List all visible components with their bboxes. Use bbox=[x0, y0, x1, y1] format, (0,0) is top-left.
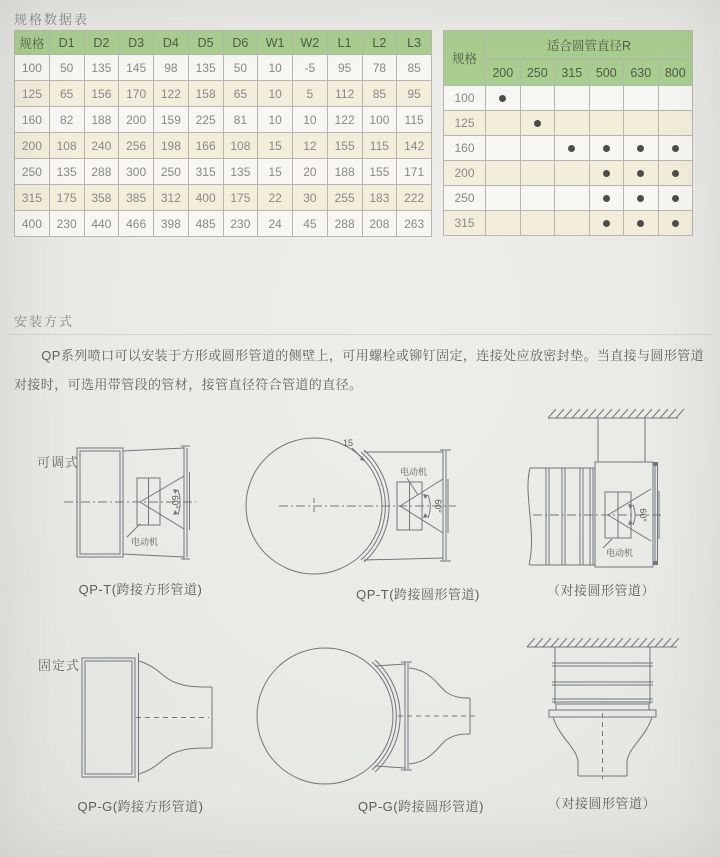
fit-table-cell bbox=[658, 86, 693, 111]
fit-dot bbox=[603, 195, 610, 202]
horn-top bbox=[409, 668, 470, 698]
spec-table-cell: 400 bbox=[15, 211, 50, 237]
spec-column-header: 规格 bbox=[15, 31, 50, 55]
spec-table-cell: 288 bbox=[327, 211, 362, 237]
fit-table-row bbox=[444, 111, 693, 136]
spec-table-cell: 112 bbox=[327, 81, 362, 107]
install-paragraph: QP系列喷口可以安装于方形或圆形管道的侧壁上，可用螺栓或铆钉固定，连接处应放密封垫。当直接与圆形管道对接时，可选用带管段的管材，接管直径符合管道的直径。 bbox=[14, 348, 705, 392]
fit-table-cell bbox=[589, 186, 624, 211]
fit-spec-cell: 125 bbox=[444, 111, 486, 136]
spec-table-cell: 10 bbox=[293, 107, 328, 133]
duct-break-edge bbox=[528, 468, 532, 565]
spec-column-header: D3 bbox=[119, 31, 154, 55]
spec-table-cell: 100 bbox=[15, 55, 50, 81]
fit-dot bbox=[499, 95, 506, 102]
fit-table-cell bbox=[658, 136, 693, 161]
fit-dot bbox=[672, 195, 679, 202]
caption-qpt-round: QP-T(跨接圆形管道) bbox=[356, 587, 480, 602]
diagram-qpg-round-duct bbox=[248, 643, 480, 791]
spec-table-body bbox=[15, 55, 432, 237]
fit-dot bbox=[637, 220, 644, 227]
fit-spec-cell: 315 bbox=[444, 211, 486, 236]
row-label-fixed: 固定式 bbox=[38, 658, 81, 673]
motor-label: 电动机 bbox=[400, 467, 428, 477]
spec-table-row bbox=[15, 107, 432, 133]
section-divider bbox=[8, 334, 712, 335]
caption-butt-round-adjustable: （对接圆形管道） bbox=[546, 583, 655, 598]
install-section-title: 安装方式 bbox=[14, 314, 75, 329]
spec-table-cell: 300 bbox=[119, 159, 154, 185]
diagram-qpt-square-duct bbox=[55, 438, 205, 566]
fit-table-cell bbox=[520, 186, 555, 211]
spec-table-cell: 256 bbox=[119, 133, 154, 159]
fit-table-cell bbox=[624, 136, 659, 161]
fit-table-cell bbox=[555, 211, 590, 236]
fit-table-cell bbox=[658, 211, 693, 236]
spec-table-cell: 240 bbox=[84, 133, 119, 159]
horn-bottom bbox=[409, 734, 470, 764]
spec-table-cell: 50 bbox=[223, 55, 258, 81]
spec-table-cell: 208 bbox=[362, 211, 397, 237]
spec-table-cell: 312 bbox=[154, 185, 189, 211]
spec-header-row bbox=[15, 31, 432, 55]
row-label-adjustable: 可调式 bbox=[37, 455, 80, 470]
diagram-butt-round-adjustable bbox=[495, 403, 710, 583]
caption-qpt-square: QP-T(跨接方形管道) bbox=[78, 582, 203, 597]
fit-table-cell bbox=[486, 111, 521, 136]
fit-table-cell bbox=[658, 111, 693, 136]
spec-table-cell: 135 bbox=[223, 159, 258, 185]
fit-diameter-header: 800 bbox=[658, 60, 693, 86]
fit-spec-cell: 250 bbox=[444, 186, 486, 211]
spec-table bbox=[14, 30, 432, 237]
fit-table-cell bbox=[589, 211, 624, 236]
spec-table-cell: 50 bbox=[49, 55, 84, 81]
fit-diameter-header: 500 bbox=[589, 60, 624, 86]
fit-diameter-header: 200 bbox=[486, 60, 521, 86]
fit-table-cell bbox=[624, 111, 659, 136]
collar-plate bbox=[556, 704, 649, 710]
fit-table-cell bbox=[555, 86, 590, 111]
spec-table-cell: 125 bbox=[15, 81, 50, 107]
diagram-qpt-round-duct bbox=[243, 430, 461, 580]
fit-spec-cell: 100 bbox=[444, 86, 486, 111]
fit-table-cell bbox=[520, 136, 555, 161]
spec-table-cell: 10 bbox=[258, 81, 293, 107]
spec-column-header: D6 bbox=[223, 31, 258, 55]
motor-label: 电动机 bbox=[131, 537, 159, 547]
spec-table-cell: 65 bbox=[223, 81, 258, 107]
spec-table-row bbox=[15, 55, 432, 81]
spec-table-cell: 170 bbox=[119, 81, 154, 107]
fit-table-cell bbox=[589, 161, 624, 186]
spec-table-cell: 155 bbox=[362, 159, 397, 185]
spec-table-cell: 230 bbox=[49, 211, 84, 237]
spec-column-header: L2 bbox=[362, 31, 397, 55]
spec-column-header: D2 bbox=[84, 31, 119, 55]
spec-table-cell: 95 bbox=[327, 55, 362, 81]
fit-table-cell bbox=[658, 186, 693, 211]
spec-column-header: D4 bbox=[154, 31, 189, 55]
fit-table-cell bbox=[555, 111, 590, 136]
spec-table-row bbox=[15, 81, 432, 107]
fit-spec-cell: 200 bbox=[444, 161, 486, 186]
fit-group-header: 适合圆管直径R bbox=[486, 31, 693, 60]
fit-table-cell bbox=[486, 136, 521, 161]
spec-table-title: 规格数据表 bbox=[14, 12, 90, 27]
fit-table-row bbox=[444, 136, 693, 161]
fit-dot bbox=[672, 145, 679, 152]
spec-column-header: L1 bbox=[327, 31, 362, 55]
spec-table-cell: 45 bbox=[293, 211, 328, 237]
spec-table-cell: 156 bbox=[84, 81, 119, 107]
dimension-label: 15 bbox=[343, 438, 354, 448]
angle-label: 60° bbox=[638, 508, 648, 522]
fit-table-row bbox=[444, 211, 693, 236]
spec-table-cell: 188 bbox=[327, 159, 362, 185]
spec-table-cell: 398 bbox=[154, 211, 189, 237]
diagram-qpg-square-duct bbox=[60, 648, 220, 788]
fit-table-row bbox=[444, 161, 693, 186]
fit-table-cell bbox=[624, 161, 659, 186]
fit-table-header bbox=[444, 31, 693, 86]
spec-table-cell: 255 bbox=[327, 185, 362, 211]
fit-table-cell bbox=[658, 161, 693, 186]
spec-table-cell: 85 bbox=[362, 81, 397, 107]
angle-label: 60° bbox=[433, 499, 443, 513]
spec-table-cell: 10 bbox=[258, 107, 293, 133]
spec-table-cell: 250 bbox=[154, 159, 189, 185]
fit-table-cell bbox=[555, 161, 590, 186]
caption-qpg-round: QP-G(跨接圆形管道) bbox=[358, 799, 484, 814]
fit-table-row bbox=[444, 86, 693, 111]
fit-table bbox=[443, 30, 693, 236]
spec-table-cell: 485 bbox=[188, 211, 223, 237]
spec-table-cell: 20 bbox=[293, 159, 328, 185]
fit-table-cell bbox=[486, 161, 521, 186]
spec-table-cell: 30 bbox=[293, 185, 328, 211]
spec-column-header: D1 bbox=[49, 31, 84, 55]
fit-dot bbox=[603, 170, 610, 177]
spec-table-cell: -5 bbox=[293, 55, 328, 81]
spec-table-cell: 108 bbox=[223, 133, 258, 159]
horn-right bbox=[627, 717, 652, 776]
spec-table-row bbox=[15, 159, 432, 185]
spec-table-cell: 250 bbox=[15, 159, 50, 185]
spec-table-cell: 171 bbox=[397, 159, 432, 185]
spec-table-cell: 95 bbox=[397, 81, 432, 107]
fit-dot bbox=[603, 220, 610, 227]
spec-table-cell: 155 bbox=[327, 133, 362, 159]
fit-dot bbox=[637, 170, 644, 177]
fit-dot bbox=[672, 220, 679, 227]
spec-table-cell: 200 bbox=[15, 133, 50, 159]
spec-table-cell: 175 bbox=[49, 185, 84, 211]
fit-table-cell bbox=[486, 86, 521, 111]
fit-table-cell bbox=[555, 186, 590, 211]
spec-table-header bbox=[15, 31, 432, 55]
spec-table-cell: 115 bbox=[362, 133, 397, 159]
spec-table-cell: 10 bbox=[258, 55, 293, 81]
spec-column-header: L3 bbox=[397, 31, 432, 55]
spec-table-cell: 85 bbox=[397, 55, 432, 81]
spec-table-cell: 122 bbox=[154, 81, 189, 107]
horn-left bbox=[553, 717, 578, 776]
spec-table-cell: 108 bbox=[49, 133, 84, 159]
spec-table-cell: 100 bbox=[362, 107, 397, 133]
fit-table-cell bbox=[520, 161, 555, 186]
spec-table-cell: 12 bbox=[293, 133, 328, 159]
fit-dot bbox=[672, 170, 679, 177]
spec-table-cell: 81 bbox=[223, 107, 258, 133]
spec-table-cell: 188 bbox=[84, 107, 119, 133]
spec-table-cell: 175 bbox=[223, 185, 258, 211]
fit-table-cell bbox=[589, 136, 624, 161]
spec-table-cell: 200 bbox=[119, 107, 154, 133]
spec-table-cell: 135 bbox=[49, 159, 84, 185]
spec-table-cell: 24 bbox=[258, 211, 293, 237]
fit-dot bbox=[637, 145, 644, 152]
spec-table-cell: 98 bbox=[154, 55, 189, 81]
fit-header-row-1 bbox=[444, 31, 693, 60]
square-duct bbox=[82, 658, 135, 777]
spec-table-cell: 122 bbox=[327, 107, 362, 133]
spec-table-cell: 400 bbox=[188, 185, 223, 211]
spec-table-cell: 288 bbox=[84, 159, 119, 185]
spec-table-cell: 158 bbox=[188, 81, 223, 107]
fit-diameter-header: 315 bbox=[555, 60, 590, 86]
diagram-butt-round-fixed bbox=[510, 633, 700, 783]
spec-table-cell: 225 bbox=[188, 107, 223, 133]
motor-label: 电动机 bbox=[606, 548, 634, 558]
fit-table-cell bbox=[624, 186, 659, 211]
fit-dot bbox=[534, 120, 541, 127]
angle-arc bbox=[633, 505, 635, 525]
square-duct-inner bbox=[85, 661, 132, 774]
spec-column-header: W2 bbox=[293, 31, 328, 55]
fit-table-cell bbox=[589, 111, 624, 136]
spec-column-header: W1 bbox=[258, 31, 293, 55]
fit-table-body bbox=[444, 86, 693, 236]
caption-qpg-square: QP-G(跨接方形管道) bbox=[77, 799, 204, 814]
fit-table-row bbox=[444, 186, 693, 211]
horn-top bbox=[139, 661, 212, 687]
angle-label: 60° bbox=[170, 495, 180, 509]
spec-table-cell: 230 bbox=[223, 211, 258, 237]
fit-dot bbox=[568, 145, 575, 152]
spec-table-cell: 142 bbox=[397, 133, 432, 159]
fit-table-cell bbox=[624, 211, 659, 236]
spec-table-row bbox=[15, 185, 432, 211]
spec-table-cell: 222 bbox=[397, 185, 432, 211]
fit-table-cell bbox=[555, 136, 590, 161]
spec-table-cell: 315 bbox=[15, 185, 50, 211]
spec-table-cell: 315 bbox=[188, 159, 223, 185]
spec-table-cell: 160 bbox=[15, 107, 50, 133]
spec-table-cell: 263 bbox=[397, 211, 432, 237]
caption-butt-round-fixed: （对接圆形管道） bbox=[547, 796, 656, 811]
spec-table-cell: 466 bbox=[119, 211, 154, 237]
spec-table-cell: 15 bbox=[258, 159, 293, 185]
spec-table-cell: 198 bbox=[154, 133, 189, 159]
spec-table-cell: 15 bbox=[258, 133, 293, 159]
spec-table-cell: 440 bbox=[84, 211, 119, 237]
fit-table-cell bbox=[589, 86, 624, 111]
fit-diameter-header: 630 bbox=[624, 60, 659, 86]
fit-dot bbox=[603, 145, 610, 152]
spec-table-cell: 65 bbox=[49, 81, 84, 107]
spec-table-cell: 135 bbox=[188, 55, 223, 81]
fit-table-cell bbox=[520, 111, 555, 136]
fit-spec-header: 规格 bbox=[444, 31, 486, 86]
spec-table-cell: 145 bbox=[119, 55, 154, 81]
spec-table-cell: 385 bbox=[119, 185, 154, 211]
spec-table-cell: 22 bbox=[258, 185, 293, 211]
spec-table-cell: 115 bbox=[397, 107, 432, 133]
spec-table-cell: 183 bbox=[362, 185, 397, 211]
fit-table-cell bbox=[486, 211, 521, 236]
spec-table-cell: 166 bbox=[188, 133, 223, 159]
fit-diameter-header: 250 bbox=[520, 60, 555, 86]
spec-table-cell: 78 bbox=[362, 55, 397, 81]
fit-table-cell bbox=[520, 86, 555, 111]
spec-table-row bbox=[15, 133, 432, 159]
spec-table-cell: 135 bbox=[84, 55, 119, 81]
spec-table-cell: 358 bbox=[84, 185, 119, 211]
spec-table-cell: 82 bbox=[49, 107, 84, 133]
spec-column-header: D5 bbox=[188, 31, 223, 55]
spec-table-cell: 5 bbox=[293, 81, 328, 107]
fit-dot bbox=[637, 195, 644, 202]
horn-bottom bbox=[139, 748, 212, 774]
fit-spec-cell: 160 bbox=[444, 136, 486, 161]
ceiling-hatch bbox=[527, 638, 679, 647]
fit-table-cell bbox=[520, 211, 555, 236]
round-duct bbox=[257, 648, 393, 784]
spec-table-row bbox=[15, 211, 432, 237]
spec-table-cell: 159 bbox=[154, 107, 189, 133]
fit-table-cell bbox=[624, 86, 659, 111]
ceiling-hatch bbox=[548, 409, 684, 418]
fit-table-cell bbox=[486, 186, 521, 211]
